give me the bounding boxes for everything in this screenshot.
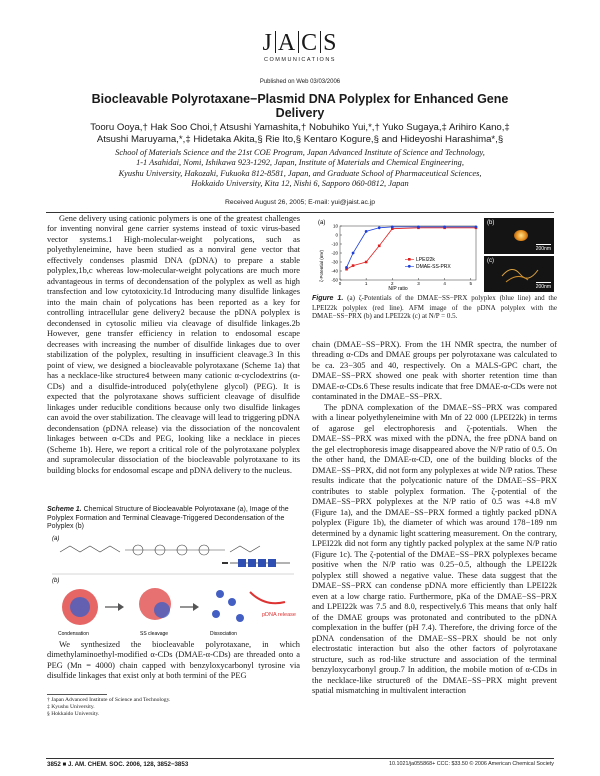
y-tick-label: -40 xyxy=(331,268,338,274)
footnote-divider xyxy=(47,694,107,695)
polyplex-particle xyxy=(514,230,528,241)
journal-logo-text: J A C S xyxy=(262,30,338,56)
published-date: Published on Web 03/03/2006 xyxy=(259,79,341,85)
author-line: Atsushi Maruyama,*,‡ Hidetaka Akita,§ Rie Ito,§ Kentaro Kogure,§ and Hideyoshi Harashima*,§ xyxy=(96,134,504,145)
affiliation-line: 1-1 Asahidai, Nomi, Ishikawa 923-1292, Japan, Institute of Materials and Chemical Engineering, xyxy=(136,158,464,168)
footnote: † Japan Advanced Institute of Science and Technology. xyxy=(47,697,171,703)
scheme-step-label: SS cleavage xyxy=(140,631,169,637)
data-point xyxy=(345,266,348,269)
afm-scale-bar: 200nm xyxy=(535,246,551,252)
afm-scale-bar: 200nm xyxy=(535,284,551,290)
data-point xyxy=(475,226,478,229)
data-point xyxy=(352,264,355,267)
y-tick-label: 0 xyxy=(335,232,338,238)
scheme-b-label: (b) xyxy=(52,578,60,584)
data-point xyxy=(352,252,355,255)
chemical-structure xyxy=(60,545,260,555)
y-tick-label: 10 xyxy=(332,223,338,229)
body-paragraph: Gene delivery using cationic polymers is one of the greatest challenges for inventing nonviral gene carrier systems instead of toxic virus-based vector systems.1 High-molecular-weight polycations, such as polyethyleneimine, have been studied as a nonviral gene vector that effectively condenses plasmid DNA (pDNA) to prepare a stable polyplex,1b,c whereas low-molecular-weight polycations are much more advantageous in terms of decondensation of the polyplex as well as high transfection and low cytotoxicity.1d Introducing many disulfide linkages into the main chain of polycations has been reported as a key for controlling intracellular gene delivery2 because the pDNA polyplex is decondensed in cytosolic milieu via cleavage of disulfide linkages.2b However, gene transfer efficiency in relation to endosomal escape decreases with increasing the number of disulfide linkages due to over stabilization of the polyplex, resulting in insufficient cleavage.3 In this point of view, we designed a biocleavable polyrotaxane (Scheme 1a) that has a necklace-like structure4 between many cationic α-cyclodextrins (α-CDs) and a disulfide-introduced poly(ethylene glycol) (PEG). It is expected that the polyrotaxane shows sufficient cleavage of disulfide linkages under reducible conditions because only two disulfide linkages can avoid the over stabilization. The cleavage will lead to triggering pDNA decondensation (pDNA release) via the dissociation of the noncovalent linkages between α-CDs and PEG, looking like a necklace in pieces (Scheme 1b). Here, we report a critical role of the polyrotaxane polyplex and supramolecular dissociation of the biocleavable polyrotaxane to its building blocks for endosomal escape and pDNA delivery to the nucleus. xyxy=(47,214,300,475)
scheme-caption-text: Chemical Structure of Biocleavable Polyrotaxane (a), Image of the Polyplex Formation and Terminal Cleavage-Triggered Decondensation of the Polyplex (b) xyxy=(47,506,289,531)
x-tick-label: 2 xyxy=(391,281,394,286)
legend-label: DMAE-SS-PRX xyxy=(416,264,451,270)
received-date: Received August 26, 2005; E-mail: yui@jaist.ac.jp xyxy=(224,199,376,206)
x-tick-label: 1 xyxy=(364,281,368,286)
scheme-step-label: Condensation xyxy=(58,631,89,637)
chart-panel-label: (a) xyxy=(318,220,326,226)
figure-caption-text: (a) ζ-Potentials of the DMAE−SS−PRX polyplex (blue line) and the LPEI22k polyplex (red line). AFM image of the pDNA polyplex with the DMAE−SS−PRX (b) and LPEI22k (c) at N/P = 0.5. xyxy=(312,294,557,321)
article-title: Biocleavable Polyrotaxane−Plasmid DNA Polyplex for Enhanced Gene Delivery xyxy=(91,92,509,120)
x-tick-label: 0 xyxy=(338,281,342,286)
data-point xyxy=(378,226,381,229)
scheme-illustration xyxy=(50,532,296,638)
x-tick-label: 4 xyxy=(443,281,446,286)
zeta-potential-chart xyxy=(316,218,481,292)
legend-label: LPEI22k xyxy=(416,257,435,263)
y-tick-label: -50 xyxy=(331,277,338,283)
data-point xyxy=(391,226,394,229)
body-paragraph: The pDNA complexation of the DMAE−SS−PRX was compared with a linear polyethyleneimine with Mn of 22 000 (LPEI22k) in terms of agarose gel electrophoresis and ζ-potentials. When the DMAE−SS−PRX was mixed with the pDNA, the free pDNA band on the gel electrophoresis image disappeared above the N/P ratio of 0.5. On the other hand, the DMAE-α-CD, one of the building blocks of the DMAE−SS−PRX, did not form any polyplexes at wide N/P ratios. These results indicate that the polycationic nature of the DMAE−SS−PRX contributes to stable polyplex formation. The ζ-potential of the DMAE−SS−PRX polyplexes at the N/P ratio of 0.5 was +4.8 mV (Figure 1a), and the DMAE−SS−PRX formed a tightly packed pDNA polyplex (Figure 1b), the diameter of which was around 178−189 nm determined by a dynamic light scattering measurement. On the contrary, LPEI22k did not form any tightly packed polyplex at the same N/P ratio (Figure 1c). The ζ-potential of the DMAE−SS−PRX polyplexes became positive when the N/P ratio was 0.25−0.5, although the LPEI22k polyplex still showed a negative value. These data suggest that the DMAE−SS−PRX can condense pDNA more efficiently than LPEI22k even at a low charge ratio. Furthermore, pKa of the DMAE−SS−PRX and LPEI22k was 7.5 and 8.0, respectively.6 This means that only half of the DMAE groups was protonated and contributed to the pDNA complexation in the buffer (pH 7.4). Therefore, the driving force of the pDNA condensation of the DMAE−SS−PRX should be not only electrostatic interaction but also the other factors of polyrotaxane structure, such as rod-like structure and association of the terminal benzyloxycarbonyl group.7 In addition, the mobile motion of α-CDs in the necklace-like structure8 of the DMAE−SS−PRX might prevent spatial mismatching in multivalent interaction xyxy=(312,402,557,695)
affiliation-line: Kyushu University, Hakozaki, Fukuoka 812-8581, Japan, and Graduate School of Pharmaceutical Sciences, xyxy=(118,168,482,178)
y-tick-label: -10 xyxy=(331,241,338,247)
body-paragraph: chain (DMAE−SS−PRX). From the 1H NMR spectra, the number of threading α-CDs and DMAE groups per polyrotaxane was calculated to be ca. 23−305 and 40, respectively. On a MALS-GPC chart, the DMAE−SS−PRX showed one peak with shorter retention time than DMAE-α-CDs.6 These results indicate that free DMAE-α-CDs were not contaminated in the DMAE−SS−PRX. xyxy=(312,340,557,402)
doi-copyright: 10.1021/ja055868+ CCC: $33.50 © 2006 American Chemical Society xyxy=(388,761,554,767)
polyplex-illustration xyxy=(62,588,285,625)
x-tick-label: 3 xyxy=(417,281,420,286)
figure-caption xyxy=(312,294,557,321)
data-point xyxy=(417,226,420,229)
data-point xyxy=(365,230,368,233)
author-line: Tooru Ooya,† Hak Soo Choi,† Atsushi Yamashita,† Nobuhiko Yui,*,† Yuko Sugaya,‡ Arihiro Kano,‡ xyxy=(90,122,510,133)
journal-logo xyxy=(0,30,600,63)
afm-image-lpei xyxy=(484,256,554,292)
data-point xyxy=(365,261,368,264)
left-column-continued xyxy=(47,640,300,682)
affiliations xyxy=(50,148,550,190)
footnote: ‡ Kyushu University. xyxy=(47,704,95,710)
footnotes xyxy=(47,697,300,718)
header-divider xyxy=(46,212,554,213)
scheme-label: Scheme 1. xyxy=(47,506,82,513)
x-tick-label: 5 xyxy=(469,281,473,286)
journal-logo-subtitle: COMMUNICATIONS xyxy=(264,57,336,63)
author-list xyxy=(50,122,550,146)
necklace-icon xyxy=(222,559,290,567)
affiliation-line: School of Materials Science and the 21st COE Program, Japan Advanced Institute of Science and Technology, xyxy=(115,148,485,157)
affiliation-line: Hokkaido University, Kita 12, Nishi 6, Sapporo 060-0812, Japan xyxy=(191,179,409,189)
data-point xyxy=(378,245,381,248)
chart-x-label: N/P ratio xyxy=(388,286,408,292)
afm-image-prx xyxy=(484,218,554,254)
chart-y-label: ζ-Potential (mV) xyxy=(319,250,324,282)
afm-panel-label: (c) xyxy=(487,258,494,264)
afm-panel-label: (b) xyxy=(487,220,495,226)
scheme-a-label: (a) xyxy=(52,536,60,542)
figure-label: Figure 1. xyxy=(312,295,344,302)
pdna-release-label: pDNA release xyxy=(262,612,296,618)
body-paragraph: We synthesized the biocleavable polyrotaxane, in which dimethylaminoethyl-modified α-CDs (DMAE-α-CDs) are threaded onto a PEG (Mn = 4000) chain capped with benzyloxycarbonyl tyrosine via disulfide linkages that exist only at both termini of the PEG xyxy=(47,640,300,681)
journal-citation: 3852 ■ J. AM. CHEM. SOC. 2006, 128, 3852−3853 xyxy=(47,761,189,768)
y-tick-label: -20 xyxy=(331,250,338,256)
footer-divider xyxy=(46,758,554,759)
data-point xyxy=(443,226,446,229)
chart-frame xyxy=(340,226,476,280)
scheme-step-label: Dissociation xyxy=(210,631,237,637)
right-column xyxy=(312,340,557,696)
left-column xyxy=(47,214,300,476)
y-tick-label: -30 xyxy=(331,259,338,265)
footnote: § Hokkaido University. xyxy=(47,711,100,717)
scheme-caption xyxy=(47,506,300,532)
